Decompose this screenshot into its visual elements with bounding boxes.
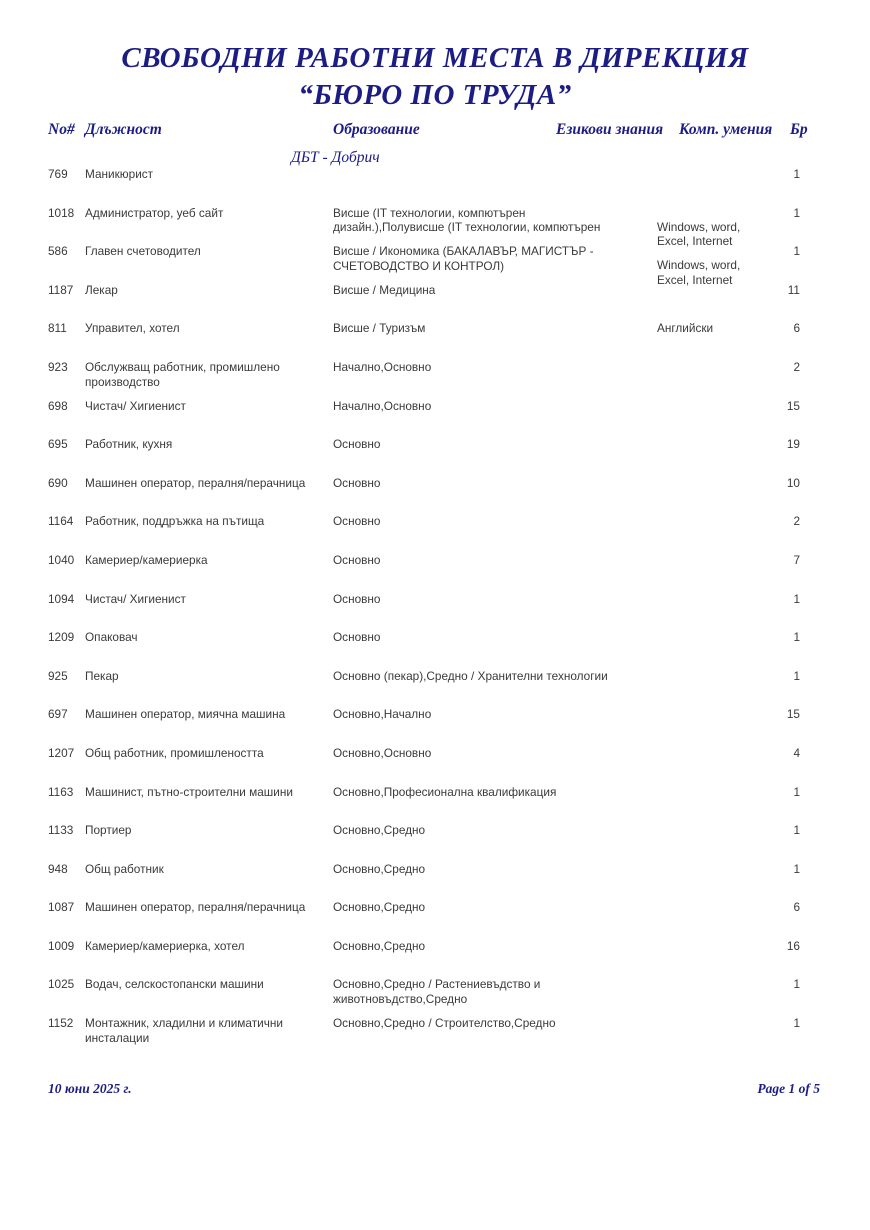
row-education: Основно,Начално [333,707,432,722]
row-position: Пекар [85,668,119,683]
row-count: 7 [793,552,800,567]
row-number: 1163 [48,784,74,799]
row-number: 1152 [48,1016,74,1031]
row-education: Основно [333,514,381,529]
row-count: 19 [786,437,800,452]
row-position: Общ работник, промишлеността [85,745,264,760]
column-header-education: Образование [333,121,420,138]
row-education: Основно,Средно / Растениевъдство и животновъдство,Средно [333,977,541,1007]
row-number: 811 [48,321,67,336]
footer-page-number: Page 1 of 5 [757,1081,820,1096]
table-row [0,823,870,862]
row-number: 1009 [48,938,75,953]
row-education: Основно,Средно [333,823,426,838]
row-number: 1018 [48,205,75,220]
row-education: Основно (пекар),Средно / Хранителни технологии [333,668,608,683]
row-position: Камериер/камериерка [85,552,208,567]
row-position: Водач, селскостопански машини [85,977,264,992]
page-title-line-2: “БЮРО ПО ТРУДА” [298,79,572,111]
row-number: 697 [48,707,68,722]
table-row [0,746,870,785]
column-header-languages: Езикови знания [556,121,664,138]
page-title-line-1: СВОБОДНИ РАБОТНИ МЕСТА В ДИРЕКЦИЯ [121,42,749,74]
row-position: Работник, поддръжка на пътища [85,514,265,529]
row-education: Висше (IT технологии, компютърен дизайн.),Полувисше (IT технологии, компютърен [333,205,601,235]
table-row [0,592,870,631]
column-header-position: Длъжност [85,121,162,138]
row-position: Машинен оператор, миячна машина [85,707,286,722]
table-rows [0,167,870,1055]
row-count: 4 [793,745,800,760]
footer-date: 10 юни 2025 г. [48,1081,132,1096]
row-number: 1025 [48,977,75,992]
row-skills [657,206,753,250]
table-row [0,514,870,553]
page-title [0,40,870,114]
table-row [0,939,870,978]
column-header-computer-skills: Комп. умения [679,121,773,138]
row-number: 1094 [48,591,75,606]
table-row [0,669,870,708]
table-row [0,553,870,592]
table-row [0,167,870,206]
row-languages: Английски [657,321,714,336]
row-position: Чистач/ Хигиенист [85,398,186,413]
row-education: Начално,Основно [333,398,432,413]
row-count: 1 [793,977,800,992]
row-number: 1164 [48,514,74,529]
row-count: 6 [793,900,800,915]
row-education: Основно [333,552,381,567]
row-count: 10 [786,475,800,490]
column-header-number: No# [48,121,75,138]
row-count: 6 [793,321,800,336]
row-count: 1 [793,823,800,838]
row-education: Висше / Туризъм [333,321,426,336]
table-row [0,244,870,287]
row-count: 1 [793,784,800,799]
row-education: Основно,Основно [333,745,432,760]
table-row [0,862,870,901]
table-row [0,205,870,249]
row-count: 1 [793,668,800,683]
row-number: 769 [48,167,68,181]
table-row [0,437,870,476]
table-row [0,283,870,322]
row-skills [657,321,753,336]
row-number: 925 [48,668,68,683]
row-education: Основно,Професионална квалификация [333,784,557,799]
row-count: 1 [793,205,800,220]
row-number: 1187 [48,282,74,297]
row-position: Монтажник, хладилни и климатични инсталации [85,1016,283,1045]
row-number: 923 [48,359,68,374]
row-count: 16 [786,938,800,953]
row-education: Основно,Средно [333,900,426,915]
row-count: 15 [786,707,800,722]
row-education: Висше / Икономика (БАКАЛАВЪР, МАГИСТЪР - СЧЕТОВОДСТВО И КОНТРОЛ) [333,244,594,273]
row-count: 15 [786,398,800,413]
table-row [0,630,870,669]
row-position: Управител, хотел [85,321,180,336]
row-number: 690 [48,475,68,490]
row-position: Чистач/ Хигиенист [85,591,186,606]
row-education: Основно [333,475,381,490]
table-row [0,476,870,515]
table-row [0,360,870,399]
row-position: Машинен оператор, пералня/перачница [85,900,306,915]
row-computer-skills: Windows, word, Excel, Internet [657,258,741,287]
row-education: Основно,Средно / Строителство,Средно [333,1016,556,1031]
table-row [0,399,870,438]
row-number: 1207 [48,745,75,760]
row-position: Главен счетоводител [85,244,201,259]
row-education: Основно [333,630,381,645]
row-position: Работник, кухня [85,437,173,452]
row-position: Портиер [85,823,132,838]
row-position: Машинист, пътно-строителни машини [85,784,293,799]
row-position: Администратор, уеб сайт [85,205,224,220]
table-row [0,321,870,360]
row-count: 1 [793,861,800,876]
row-skills [657,244,753,288]
row-education: Начално,Основно [333,359,432,374]
table-row [0,1016,870,1055]
row-count: 1 [793,244,800,259]
row-count: 1 [793,167,800,181]
row-number: 695 [48,437,68,452]
row-number: 1209 [48,630,75,645]
row-count: 11 [787,282,800,297]
row-number: 1133 [48,823,74,838]
row-position: Лекар [85,282,118,297]
row-education: Основно [333,437,381,452]
row-education: Висше / Медицина [333,282,436,297]
row-number: 698 [48,398,68,413]
table-row [0,900,870,939]
table-row [0,707,870,746]
row-count: 1 [793,1016,800,1031]
row-number: 1087 [48,900,75,915]
row-position: Общ работник [85,861,164,876]
row-position: Камериер/камериерка, хотел [85,938,245,953]
section-heading-dbt-dobrich: ДБТ - Добрич [291,149,380,166]
column-header-count: Бр [790,121,808,138]
row-count: 2 [793,514,800,529]
row-position: Обслужващ работник, промишлено производство [85,359,280,389]
row-position: Машинен оператор, пералня/перачница [85,475,306,490]
row-number: 586 [48,244,68,259]
table-row [0,785,870,824]
row-count: 2 [793,359,800,374]
row-education: Основно [333,591,381,606]
row-number: 1040 [48,552,75,567]
table-row [0,977,870,1016]
row-computer-skills: Windows, word, Excel, Internet [657,219,741,249]
row-education: Основно,Средно [333,938,426,953]
row-count: 1 [793,591,800,606]
row-position: Опаковач [85,630,138,645]
row-count: 1 [793,630,800,645]
row-number: 948 [48,861,68,876]
row-position: Маникюрист [85,167,154,181]
table-header [0,121,870,141]
row-education: Основно,Средно [333,861,426,876]
